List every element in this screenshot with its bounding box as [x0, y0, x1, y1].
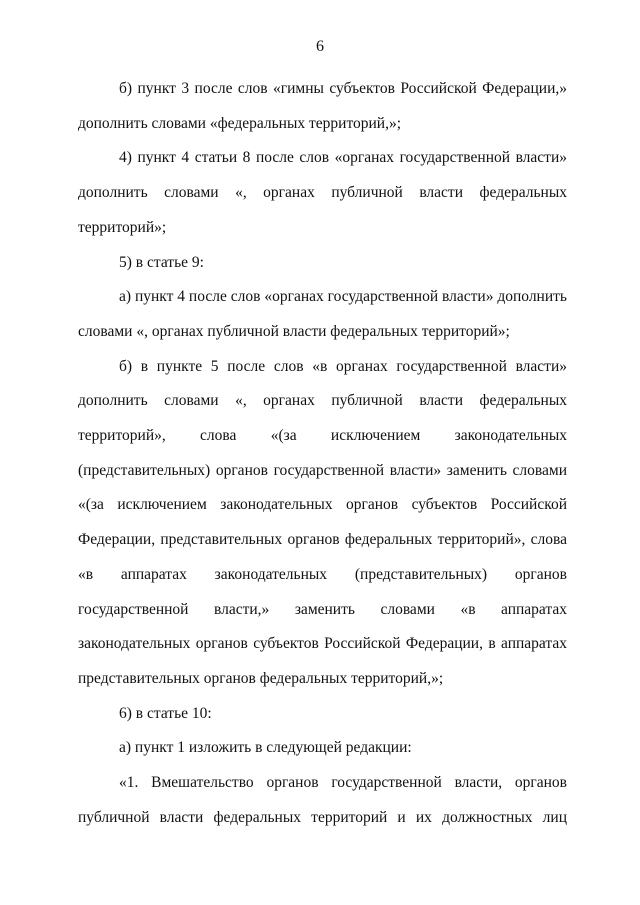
- paragraph-item-6-article-10: 6) в статье 10:: [119, 704, 212, 722]
- paragraph-item-a-point-4: а) пункт 4 после слов «органах государственной власти» дополнить словами «, органах публичной власти федеральных территорий»;: [78, 288, 567, 340]
- paragraph-item-4-article-8: 4) пункт 4 статьи 8 после слов «органах государственной власти» дополнить словами «, органах публичной власти федеральных территорий»;: [78, 149, 567, 236]
- paragraph-item-5-article-9: 5) в статье 9:: [119, 253, 204, 271]
- paragraph-item-a-point-1: а) пункт 1 изложить в следующей редакции:: [119, 739, 412, 757]
- document-body: [78, 72, 567, 835]
- paragraph-item-b-point-3: б) пункт 3 после слов «гимны субъектов Российской Федерации,» дополнить словами «федеральных территорий,»;: [78, 80, 567, 132]
- paragraph-quoted-point-1: «1. Вмешательство органов государственной власти, органов публичной власти федеральных территорий и их должностных лиц: [78, 774, 567, 826]
- page-number: 6: [316, 38, 324, 55]
- paragraph-item-b-point-5: б) в пункте 5 после слов «в органах государственной власти» дополнить словами «, органах публичной власти федеральных территорий», слова «(за исключением законодательных (представительных) органов государственной власти» заменить словами «(за исключением законодательных органов субъектов Российской Федерации, представительных органов федеральных территорий», слова «в аппаратах законодательных (представительных) органов государственной власти,» заменить словами «в аппаратах законодательных органов субъектов Российской Федерации, в аппаратах представительных органов федеральных территорий,»;: [78, 357, 567, 687]
